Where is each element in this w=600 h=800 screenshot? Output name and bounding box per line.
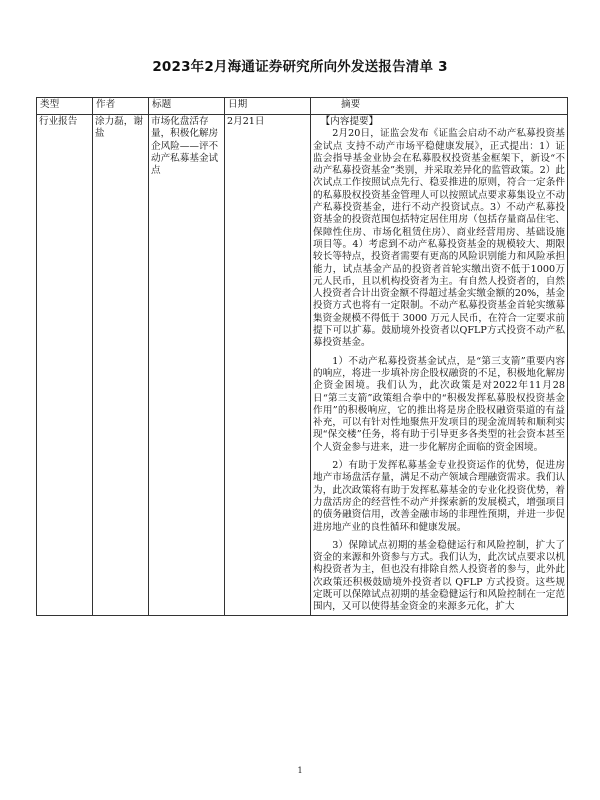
summary-heading: 【内容提要】 (320, 116, 379, 127)
column-header-type: 类型 (37, 98, 93, 115)
report-title-cell: 市场化盘活存量，积极化解房企风险——评不动产私募基金试点 (149, 115, 225, 616)
summary-paragraph-3: 2）有助于发挥私募基金专业投资运作的优势，促进房地产市场盘活存量，满足不动产领域合理融资需求。我们认为，此次政策将有助于发挥私募基金的专业化投资优势，着力盘活房企的经营性不动产并探索新的发展模式，增强项目的债务融资信用，改善金融市场的非理性预期，并进一步促进房地产业的良性循环和健康发展。 (313, 460, 565, 533)
column-header-date: 日期 (225, 98, 311, 115)
report-type-cell: 行业报告 (37, 115, 93, 616)
report-authors-cell: 涂力磊，谢盐 (93, 115, 149, 616)
summary-paragraph-1: 2月20日，证监会发布《证监会启动不动产私募投资基金试点 支持不动产市场平稳健康发展》，正式提出：1）证监会指导基金业协会在私募股权投资基金框架下，新设“不动产私募投资基金”类别，并采取差异化的监管政策。2）此次试点工作按照试点先行、稳妥推进的原则，符合一定条件的私募股权投资基金管理人可以按照试点要求募集设立不动产私募投资基金，进行不动产投资试点。3）不动产私募投资基金的投资范围包括特定居住用房（包括存量商品住宅、保障性住房、市场化租赁住房）、商业经营用房、基础设施项目等。4）考虑到不动产私募投资基金的规模较大、期限较长等特点，投资者需要有更高的风险识别能力和风险承担能力，试点基金产品的投资者首轮实缴出资不低于1000万元人民币，且以机构投资者为主。有自然人投资者的，自然人投资者合计出资金额不得超过基金实缴金额的20%，基金投资方式也将有一定限制。不动产私募投资基金首轮实缴募集资金规模不得低于 3000 万元人民币，在符合一定要求前提下可以扩募。鼓励境外投资者以QFLP方式投资不动产私募投资基金。 (313, 128, 565, 349)
column-header-summary: 摘要 (311, 98, 568, 115)
report-date-cell: 2月21日 (225, 115, 311, 616)
table-header-row (37, 98, 568, 115)
report-table (36, 97, 568, 616)
table-row (37, 115, 568, 616)
page-number: 1 (297, 766, 303, 775)
column-header-author: 作者 (93, 98, 149, 115)
summary-paragraph-4: 3）保障试点初期的基金稳健运行和风险控制，扩大了资金的来源和外资参与方式。我们认为，此次试点要求以机构投资者为主，但也没有排除自然人投资者的参与，此外此次政策还积极鼓励境外投资者以 QFLP 方式投资。这些规定既可以保障试点初期的基金稳健运行和风险控制在一定范围内，又可以使得基金资金的来源多元化，扩大 (313, 539, 565, 613)
report-summary-cell (311, 115, 568, 616)
column-header-title: 标题 (149, 98, 225, 115)
summary-paragraph-2: 1）不动产私募投资基金试点，是“第三支箭”重要内容的响应，将进一步填补房企股权融资的不足，积极地化解房企资金困境。我们认为，此次政策是对2022年11月28日“第三支箭”政策组合拳中的“积极发挥私募股权投资基金作用”的积极响应，它的推出将是房企股权融资渠道的有益补充，可以有针对性地聚焦开发项目的现金流周转和顺利实现“保交楼”任务，将有助于引导更多各类型的社会资本甚至个人资金参与进来，进一步化解房企面临的资金困境。 (313, 355, 565, 453)
page-title: 2023年2月海通证券研究所向外发送报告清单 3 (152, 59, 448, 75)
